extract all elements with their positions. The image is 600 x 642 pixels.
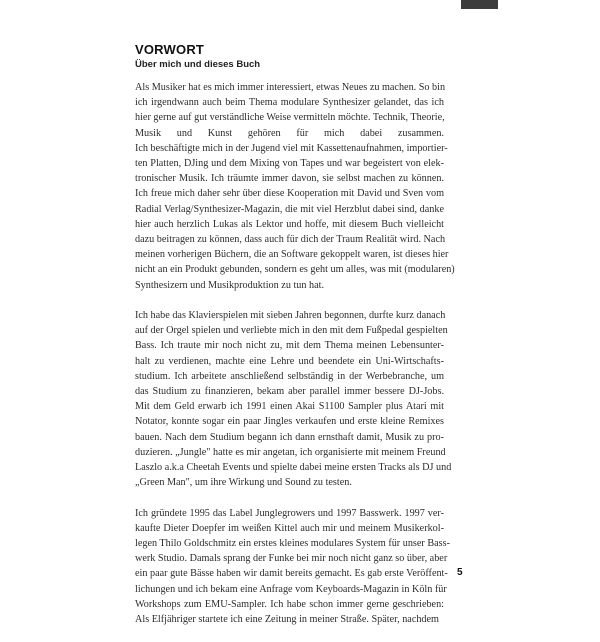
- text-line: Radial Verlag/Synthesizer-Magazin, die mit viel Herzblut dabei sind, danke: [135, 203, 444, 215]
- paragraph: [135, 506, 450, 628]
- text-line: dazu beitragen zu können, dass auch für dich der Traum Realität wird. Nach: [135, 234, 446, 246]
- text-line: Als Elfjähriger startete ich eine Zeitung in meiner Straße. Später, nachdem: [135, 614, 439, 626]
- paragraph: [135, 80, 455, 293]
- text-line: Laszlo a.k.a Cheetah Events und spielte dabei meine ersten Tracks als DJ und: [135, 462, 452, 474]
- text-line: legen Thilo Goldschmitz ein erstes kleines modulares System für unser Bass-: [135, 538, 450, 550]
- text-line: duzieren. „Jungle" hatte es mir angetan, ich organisierte mit meinem Freund: [135, 446, 446, 458]
- text-line: meinen vorherigen Büchern, die an Software gekoppelt waren, ist dieses hier: [135, 249, 449, 261]
- text-line: Musik und Kunst gehören für mich dabei zusammen.: [135, 127, 444, 139]
- text-line: Mit dem Geld erwarb ich 1991 einen Akai S1100 Sampler plus Atari mit: [135, 401, 444, 413]
- text-line: Bass. Ich traute mir noch nicht zu, mit dem Thema meinen Lebensunter-: [135, 340, 444, 352]
- text-line: ein paar gute Bässe haben wir damit bereits gemacht. Es gab erste Veröffent-: [135, 568, 448, 580]
- text-line: ten Platten, DJing und dem Mixing von Tapes und war begeistert von elek-: [135, 158, 444, 170]
- page-number: 5: [457, 567, 463, 578]
- text-line: werk Studio. Damals sprang der Funke bei mir noch nicht ganz so über, aber: [135, 553, 448, 565]
- text-line: Ich freue mich daher sehr über diese Kooperation mit David und Sven vom: [135, 188, 444, 200]
- page-title: VORWORT: [135, 42, 205, 57]
- text-line: nicht an ein Produkt gebunden, sondern es geht um alles, was mit (modularen): [135, 264, 455, 276]
- text-line: Synthesizern und Musikproduktion zu tun hat.: [135, 279, 325, 291]
- text-line: Ich habe das Klavierspielen mit sieben Jahren begonnen, durfte kurz danach: [135, 310, 446, 322]
- text-line: studium. Ich arbeitete anschließend selbständig in der Werbebranche, um: [135, 370, 444, 382]
- text-line: „Green Man", um ihre Wirkung und Sound zu testen.: [135, 477, 352, 489]
- text-line: tronischer Musik. Ich träumte immer davon, sie selbst machen zu können.: [135, 173, 444, 185]
- text-line: Workshops zum EMU-Sampler. Ich habe schon immer gerne geschrieben:: [135, 598, 444, 610]
- text-line: Ich beschäftigte mich in der Jugend viel mit Kassettenaufnahmen, importier-: [135, 142, 448, 154]
- text-line: hier gerne auf gut verständliche Weise vermitteln möchte. Technik, Theorie,: [135, 112, 445, 124]
- body-text: [135, 80, 455, 642]
- text-line: bauen. Nach dem Studium begann ich dann ernsthaft damit, Musik zu pro-: [135, 431, 444, 443]
- text-line: Als Musiker hat es mich immer interessiert, etwas Neues zu machen. So bin: [135, 82, 446, 93]
- page-subtitle: Über mich und dieses Buch: [135, 59, 261, 70]
- text-line: Ich gründete 1995 das Label Junglegrowers und 1997 Basswerk. 1997 ver-: [135, 507, 444, 519]
- text-line: auf der Orgel spielen und verliebte mich in den mit dem Fußpedal gespielten: [135, 325, 448, 337]
- text-line: kaufte Dieter Doepfer im weißen Kittel auch mir und meinem Musikerkol-: [135, 522, 444, 534]
- text-line: Notator, konnte sogar ein paar Jingles verkaufen und erste kleine Remixes: [135, 416, 444, 428]
- paragraph: [135, 308, 452, 490]
- text-line: hier auch herzlich Lukas als Lektor und hoffe, mit diesem Buch vielleicht: [135, 218, 444, 230]
- text-line: das Studium zu finanzieren, bekam aber parallel immer bessere DJ-Jobs.: [135, 386, 444, 398]
- text-line: halt zu verdienen, machte eine Lehre und beendete ein Uni-Wirtschafts-: [135, 355, 444, 367]
- text-line: ich irgendwann auch beim Thema modulare Synthesizer gelandet, das ich: [135, 97, 444, 109]
- text-line: lichungen und ich bekam eine Anfrage vom Keyboards-Magazin in Köln für: [135, 583, 447, 595]
- chapter-tab-marker: [461, 0, 498, 9]
